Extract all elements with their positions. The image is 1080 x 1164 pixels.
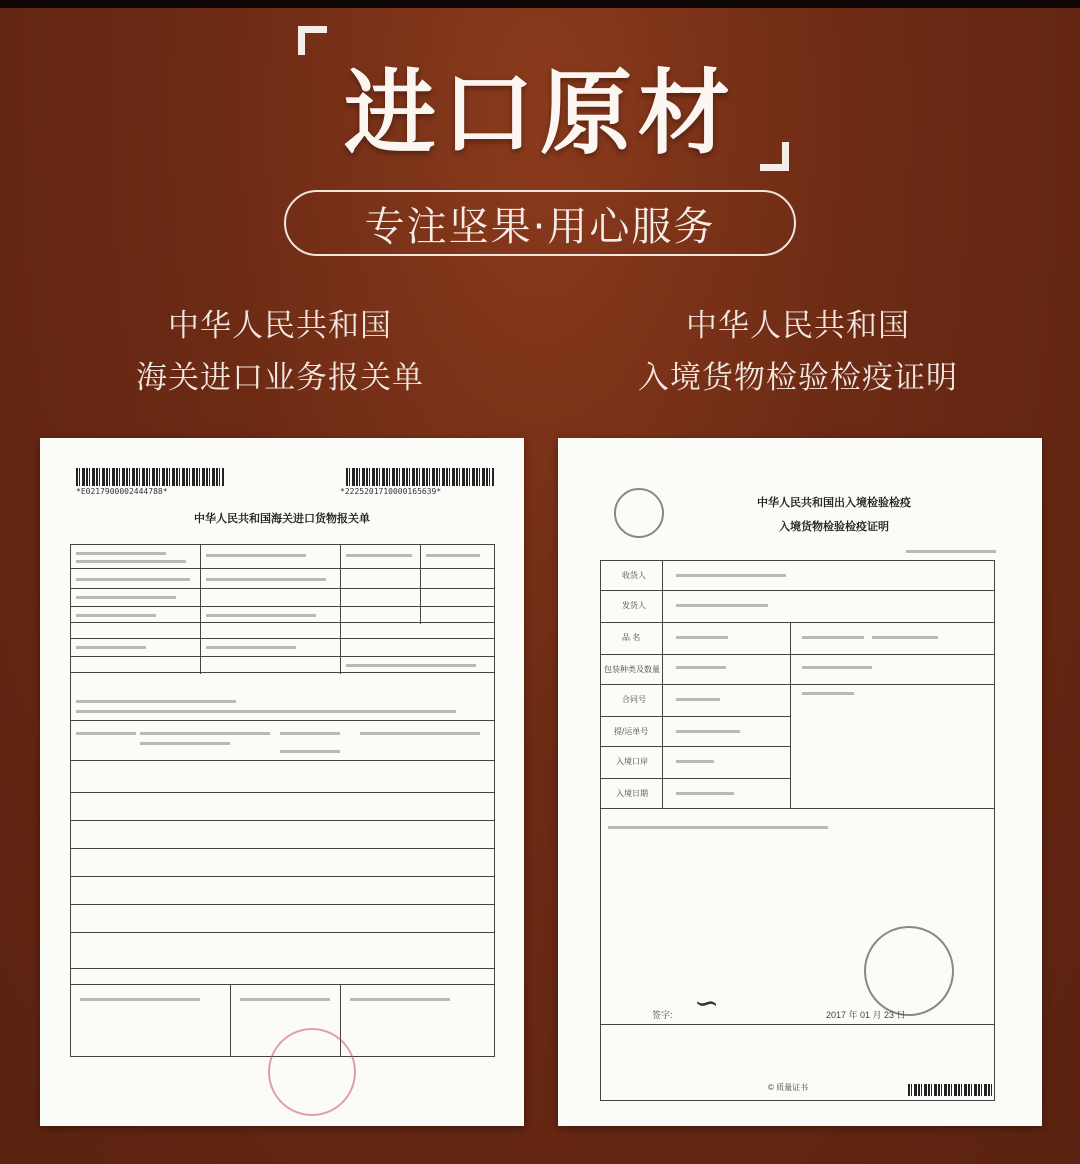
right-caption [556, 300, 1040, 404]
illegible-text [872, 636, 938, 639]
illegible-text [676, 604, 768, 607]
illegible-text [676, 792, 734, 795]
illegible-text [802, 636, 864, 639]
illegible-text [76, 578, 190, 581]
table-rule [70, 760, 494, 761]
row-label-consignor: 发货人 [622, 601, 646, 610]
certificate-barcode [908, 1084, 992, 1096]
official-seal [864, 926, 954, 1016]
table-rule [200, 544, 201, 674]
illegible-text [76, 700, 236, 703]
table-rule [600, 1100, 995, 1101]
illegible-text [76, 732, 136, 735]
customs-declaration-document [40, 438, 524, 1126]
illegible-text [206, 554, 306, 557]
table-rule [600, 590, 994, 591]
illegible-text [140, 742, 230, 745]
illegible-text [76, 596, 176, 599]
illegible-text [676, 730, 740, 733]
barcode-1-number: *E0217900002444788* [76, 487, 168, 496]
illegible-text [802, 692, 854, 695]
illegible-text [76, 560, 186, 563]
table-rule [70, 904, 494, 905]
signature: ∽ [694, 986, 720, 1021]
illegible-text [608, 826, 828, 829]
illegible-text [206, 578, 326, 581]
illegible-text [80, 998, 200, 1001]
illegible-text [676, 574, 786, 577]
row-label-port: 入境口岸 [616, 757, 648, 766]
table-rule [600, 716, 790, 717]
row-label-bill: 提/运单号 [614, 727, 649, 736]
table-rule [600, 746, 790, 747]
left-caption [40, 300, 520, 404]
right-caption-line2: 入境货物检验检疫证明 [638, 360, 958, 396]
right-caption-line1: 中华人民共和国 [686, 308, 910, 344]
page-title: 进口原材 [343, 60, 736, 167]
barcode-1 [76, 468, 224, 486]
illegible-text [676, 636, 728, 639]
table-rule [994, 560, 995, 1100]
issue-date: 2017 年 01 月 23 日 [826, 1010, 906, 1020]
illegible-text [676, 666, 726, 669]
illegible-text [906, 550, 996, 553]
table-rule [70, 544, 71, 1056]
illegible-text [240, 998, 330, 1001]
table-rule [790, 622, 791, 808]
table-rule [70, 820, 494, 821]
slogan-pill [284, 190, 796, 256]
cert-title-line1: 中华人民共和国出入境检验检疫 [757, 497, 911, 509]
illegible-text [360, 732, 480, 735]
table-rule [70, 968, 494, 969]
table-rule [70, 984, 494, 985]
illegible-text [346, 664, 476, 667]
barcode-2 [346, 468, 494, 486]
illegible-text [676, 698, 720, 701]
table-rule [70, 544, 494, 545]
row-label-packaging: 包装种类及数量 [604, 665, 660, 674]
table-rule [494, 544, 495, 1056]
certificate-footer: © 质量证书 [768, 1083, 809, 1092]
barcode-2-number: *2225201710000165639* [340, 487, 442, 496]
illegible-text [426, 554, 480, 557]
illegible-text [76, 614, 156, 617]
table-rule [420, 544, 421, 624]
table-rule [340, 544, 341, 674]
illegible-text [802, 666, 872, 669]
table-rule [70, 932, 494, 933]
table-rule [230, 984, 231, 1056]
table-rule [600, 560, 994, 561]
illegible-text [140, 732, 270, 735]
row-label-contract: 合同号 [622, 695, 646, 704]
row-label-consignee: 收货人 [622, 571, 646, 580]
table-rule [600, 1024, 994, 1025]
table-rule [600, 560, 601, 1100]
table-rule [70, 672, 494, 673]
table-rule [70, 606, 494, 607]
table-rule [70, 568, 494, 569]
inspection-certificate-document [558, 438, 1042, 1126]
left-caption-line2: 海关进口业务报关单 [136, 360, 424, 396]
table-rule [70, 656, 494, 657]
row-label-product: 品 名 [622, 633, 641, 642]
illegible-text [350, 998, 450, 1001]
illegible-text [346, 554, 412, 557]
table-rule [70, 848, 494, 849]
illegible-text [76, 710, 456, 713]
illegible-text [206, 646, 296, 649]
table-rule [70, 720, 494, 721]
illegible-text [76, 646, 146, 649]
illegible-text [280, 750, 340, 753]
table-rule [70, 638, 494, 639]
table-rule [70, 876, 494, 877]
illegible-text [206, 614, 316, 617]
table-rule [600, 684, 994, 685]
table-rule [600, 808, 994, 809]
illegible-text [280, 732, 340, 735]
table-rule [70, 622, 494, 623]
illegible-text [76, 552, 166, 555]
customs-stamp [268, 1028, 356, 1116]
top-border [0, 0, 1080, 8]
table-rule [600, 622, 994, 623]
row-label-date: 入境日期 [616, 789, 648, 798]
slogan-text: 专注坚果·用心服务 [364, 203, 716, 250]
cert-title-line2: 入境货物检验检疫证明 [779, 521, 889, 533]
customs-doc-title: 中华人民共和国海关进口货物报关单 [194, 513, 370, 525]
left-caption-line1: 中华人民共和国 [168, 308, 392, 344]
table-rule [600, 654, 994, 655]
table-rule [70, 588, 494, 589]
sign-label: 签字: [652, 1010, 673, 1020]
table-rule [70, 792, 494, 793]
illegible-text [676, 760, 714, 763]
table-rule [600, 778, 790, 779]
